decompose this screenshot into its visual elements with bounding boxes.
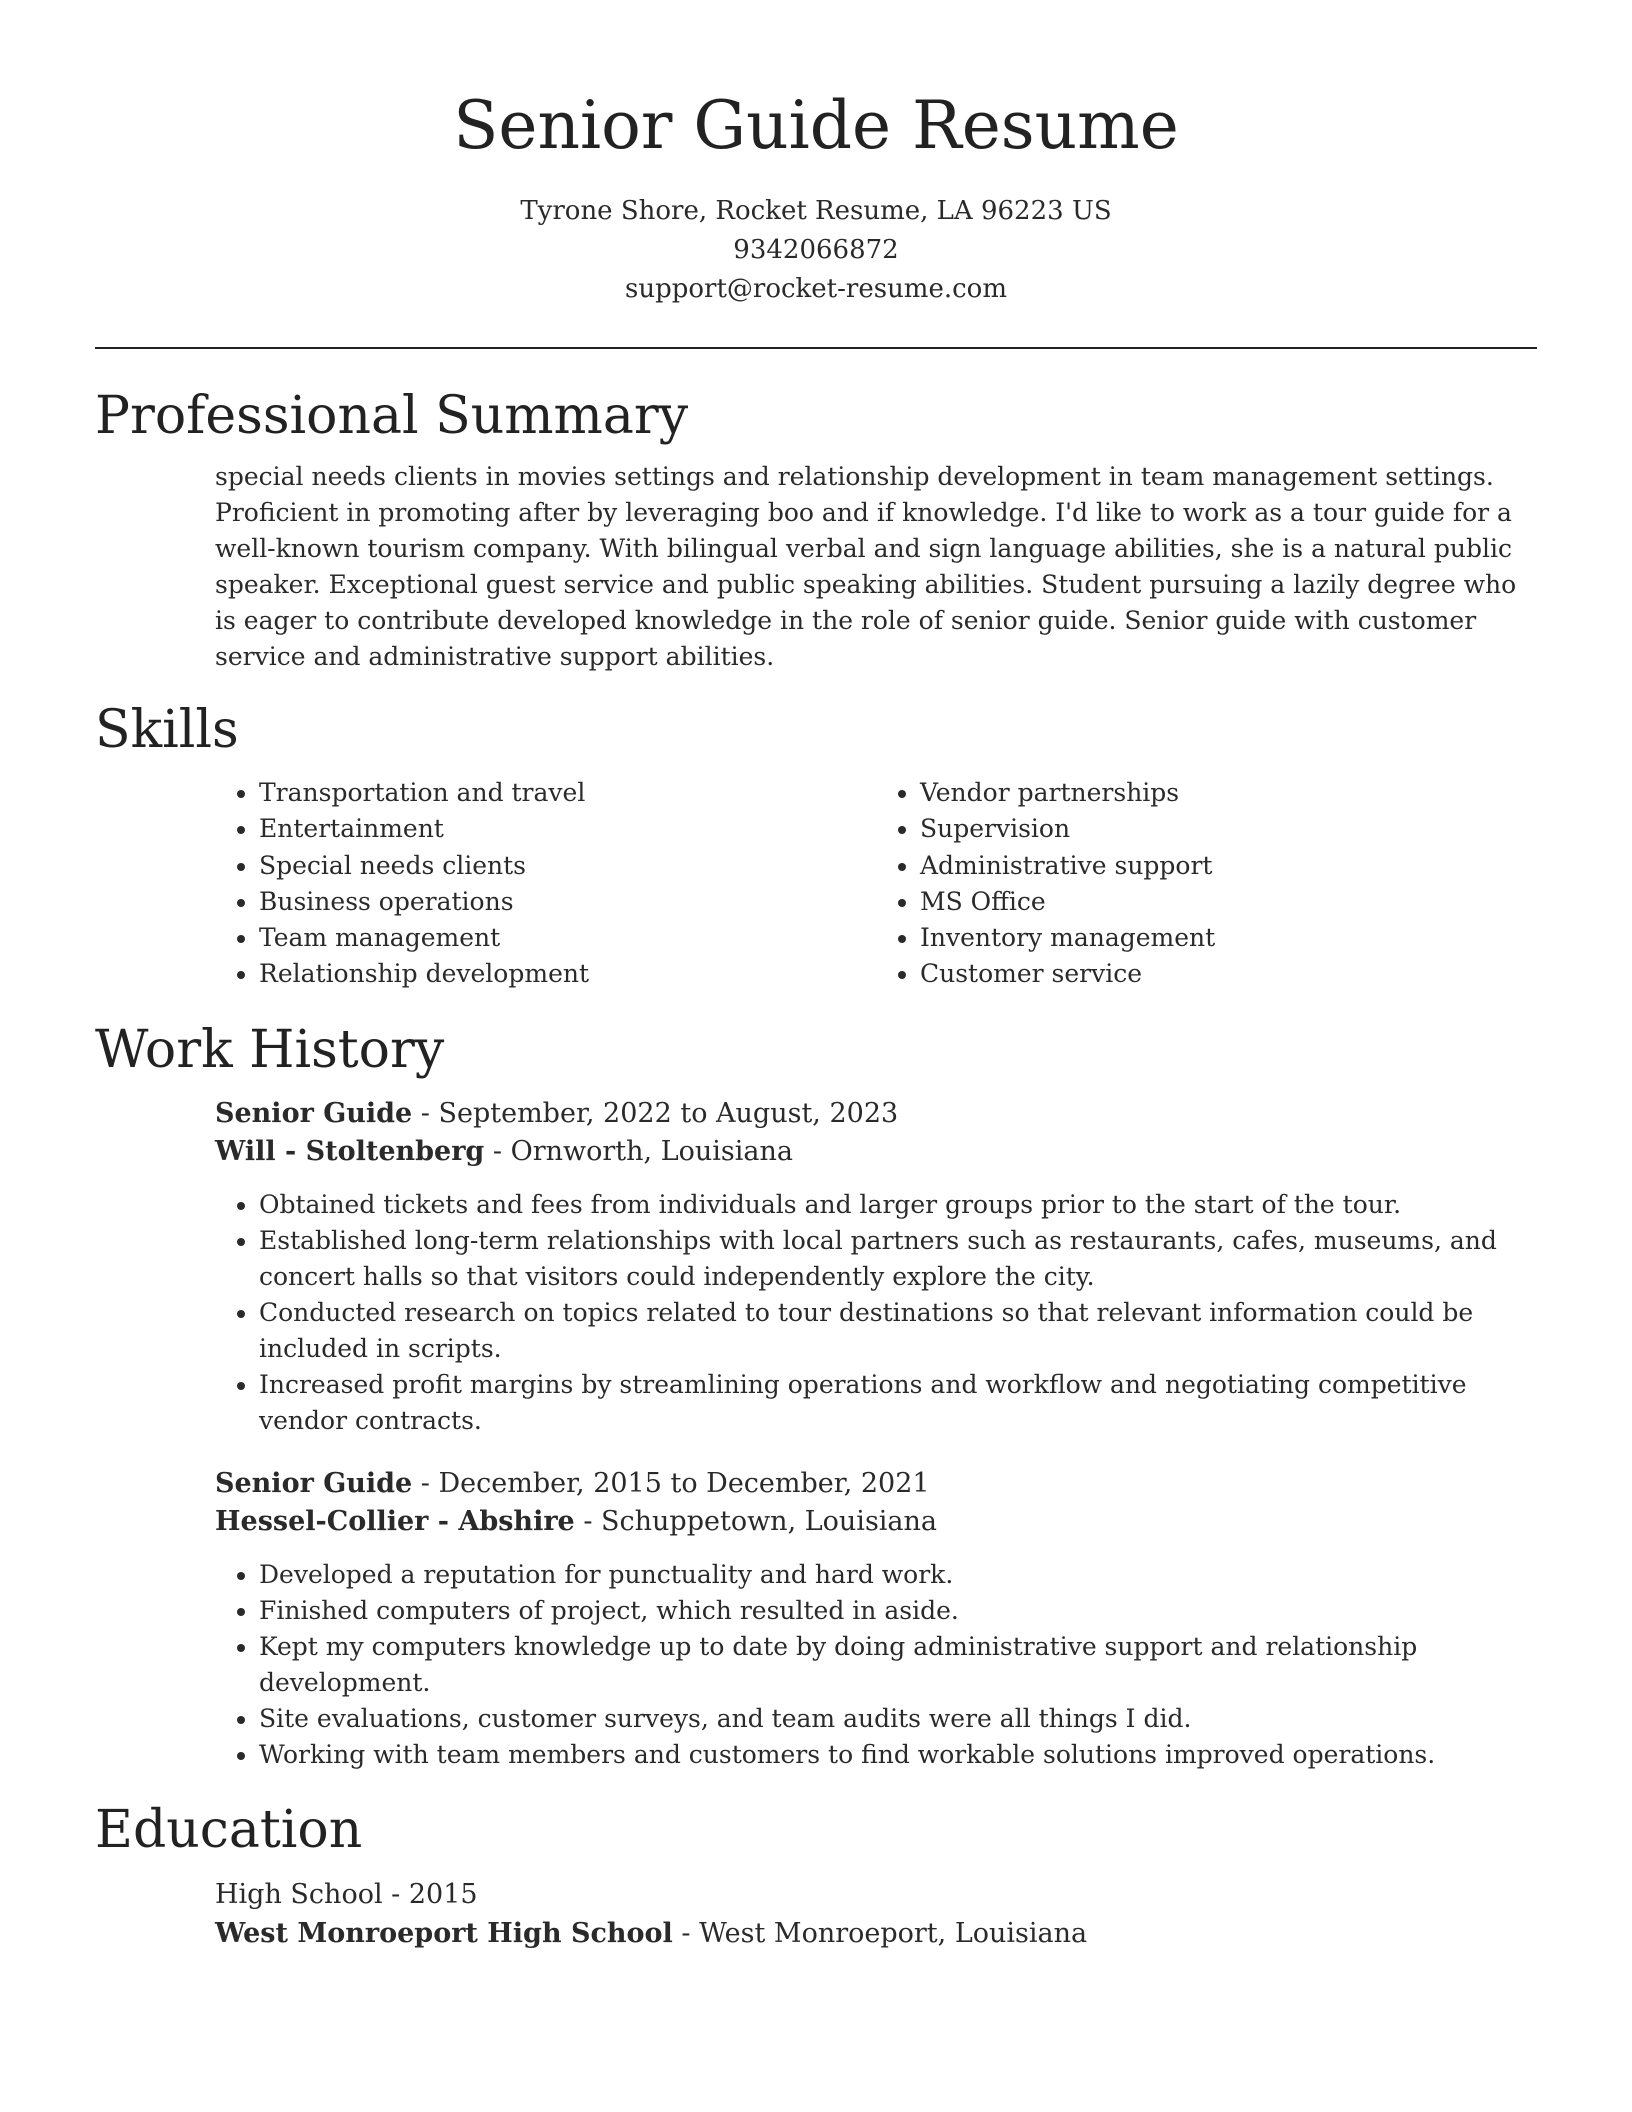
contact-phone: 9342066872 — [733, 235, 899, 265]
job-title-line — [215, 1095, 1537, 1133]
job-company-line — [215, 1503, 1537, 1541]
job-bullet: • Obtained tickets and fees from individuals and larger groups prior to the start of the tour. — [259, 1187, 1537, 1223]
resume-header — [95, 0, 1537, 309]
education-location: - West Monroeport, Louisiana — [672, 1917, 1088, 1949]
job-dates: - December, 2015 to December, 2021 — [412, 1467, 930, 1499]
education-section — [95, 1797, 1537, 1953]
skill-item: • Transportation and travel — [259, 775, 876, 811]
skill-item: • Inventory management — [920, 920, 1537, 956]
job-bullet: • Working with team members and customers to find workable solutions improved operations. — [259, 1737, 1537, 1773]
skills-heading: Skills — [95, 700, 239, 760]
skills-grid — [215, 775, 1537, 993]
education-school-line — [215, 1914, 1537, 1953]
contact-address: Tyrone Shore, Rocket Resume, LA 96223 US — [520, 196, 1112, 226]
job-title-line — [215, 1465, 1537, 1503]
resume-title: Senior Guide Resume — [453, 87, 1179, 164]
job-role: Senior Guide — [215, 1467, 413, 1499]
job-bullets — [215, 1187, 1537, 1439]
job-bullet: • Conducted research on topics related to tour destinations so that relevant information could be included in scripts. — [259, 1295, 1537, 1367]
job-bullets — [215, 1557, 1537, 1773]
job-entry — [215, 1465, 1537, 1773]
skill-item: • MS Office — [920, 884, 1537, 920]
job-bullet: • Kept my computers knowledge up to date by doing administrative support and relationship development. — [259, 1629, 1537, 1701]
skill-item: • Customer service — [920, 956, 1537, 992]
education-year: - 2015 — [382, 1878, 478, 1910]
job-location: - Ornworth, Louisiana — [484, 1135, 793, 1167]
job-entry — [215, 1095, 1537, 1439]
skills-section — [95, 697, 1537, 993]
job-role: Senior Guide — [215, 1097, 413, 1129]
job-bullet: • Established long-term relationships with local partners such as restaurants, cafes, museums, and concert halls so that visitors could independently explore the city. — [259, 1223, 1537, 1295]
skill-item: • Administrative support — [920, 848, 1537, 884]
summary-text: special needs clients in movies settings and relationship development in team management settings. Proficient in promoting after by leveraging boo and if knowledge. I'd like to work as a tour guide for a well-known tourism company. With bilingual verbal and sign language abilities, she is a natural public speaker. Exceptional guest service and public speaking abilities. Student pursuing a lazily degree who is eager to contribute developed knowledge in the role of senior guide. Senior guide with customer service and administrative support abilities. — [215, 462, 1517, 671]
job-company: Will - Stoltenberg — [215, 1135, 485, 1167]
summary-heading: Professional Summary — [95, 386, 689, 446]
job-company: Hessel-Collier - Abshire — [215, 1505, 575, 1537]
skill-item: • Special needs clients — [259, 848, 876, 884]
skill-item: • Vendor partnerships — [920, 775, 1537, 811]
skill-item: • Business operations — [259, 884, 876, 920]
job-location: - Schuppetown, Louisiana — [574, 1505, 938, 1537]
job-bullet: • Developed a reputation for punctuality and hard work. — [259, 1557, 1537, 1593]
education-heading: Education — [95, 1799, 363, 1860]
job-bullet: • Finished computers of project, which resulted in aside. — [259, 1593, 1537, 1629]
job-bullet: • Site evaluations, customer surveys, and team audits were all things I did. — [259, 1701, 1537, 1737]
header-divider — [95, 347, 1537, 349]
skills-list-right — [876, 775, 1537, 993]
skill-item: • Entertainment — [259, 811, 876, 847]
job-company-line — [215, 1133, 1537, 1171]
education-degree-line — [215, 1875, 1537, 1914]
work-heading: Work History — [95, 1019, 445, 1080]
skill-item: • Team management — [259, 920, 876, 956]
skill-item: • Supervision — [920, 811, 1537, 847]
work-section — [95, 1017, 1537, 1773]
education-degree: High School — [215, 1878, 383, 1910]
job-bullet: • Increased profit margins by streamlining operations and workflow and negotiating competitive vendor contracts. — [259, 1367, 1537, 1439]
contact-email: support@rocket-resume.com — [624, 274, 1007, 304]
education-school: West Monroeport High School — [215, 1917, 673, 1949]
education-entry — [215, 1875, 1537, 1953]
summary-section — [95, 383, 1537, 675]
job-dates: - September, 2022 to August, 2023 — [412, 1097, 899, 1129]
skills-list-left — [215, 775, 876, 993]
skill-item: • Relationship development — [259, 956, 876, 992]
